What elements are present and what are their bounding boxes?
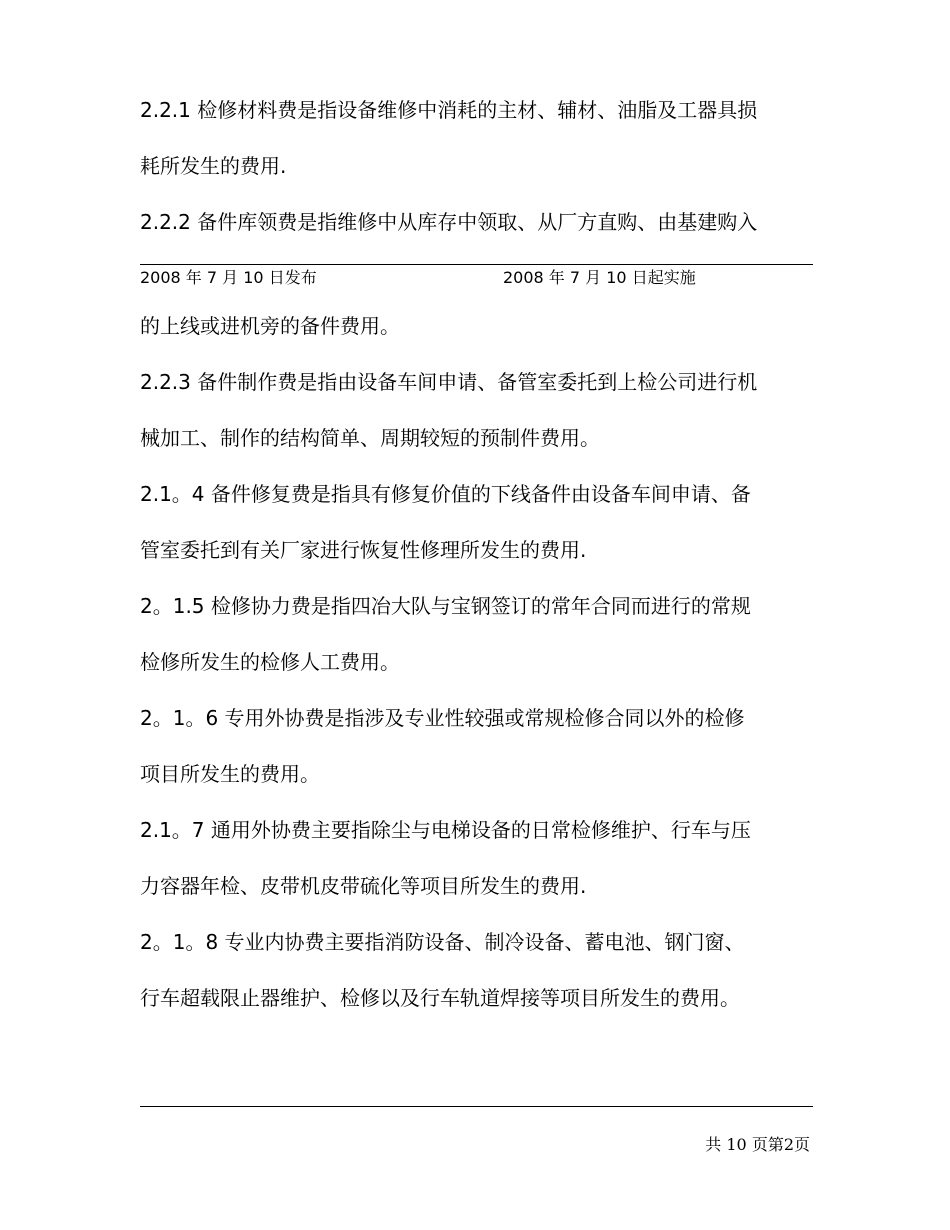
- text-line: 2.2.1 检修材料费是指设备维修中消耗的主材、辅材、油脂及工器具损: [140, 98, 758, 122]
- published-date: 2008 年 7 月 10 日发布: [140, 268, 317, 287]
- text-line: 2.2.2 备件库领费是指维修中从库存中领取、从厂方直购、由基建购入: [140, 210, 758, 234]
- text-line: 项目所发生的费用。: [140, 762, 320, 786]
- text-line: 检修所发生的检修人工费用。: [140, 650, 400, 674]
- text-line: 2。1.5 检修协力费是指四冶大队与宝钢签订的常年合同而进行的常规: [140, 594, 751, 618]
- footer-rule: [140, 264, 813, 265]
- page-number: 共 10 页第2页: [705, 1135, 810, 1154]
- text-line: 2.1。4 备件修复费是指具有修复价值的下线备件由设备车间申请、备: [140, 482, 751, 506]
- text-line: 力容器年检、皮带机皮带硫化等项目所发生的费用.: [140, 874, 587, 898]
- text-line: 2.1。7 通用外协费主要指除尘与电梯设备的日常检修维护、行车与压: [140, 818, 751, 842]
- page-bottom-rule: [140, 1106, 813, 1107]
- text-line: 2。1。6 专用外协费是指涉及专业性较强或常规检修合同以外的检修: [140, 706, 745, 730]
- text-line: 2。1。8 专业内协费主要指消防设备、制冷设备、蓄电池、钢门窗、: [140, 930, 745, 954]
- text-line: 2.2.3 备件制作费是指由设备车间申请、备管室委托到上检公司进行机: [140, 370, 758, 394]
- text-line: 的上线或进机旁的备件费用。: [140, 314, 400, 338]
- text-line: 械加工、制作的结构简单、周期较短的预制件费用。: [140, 426, 600, 450]
- text-line: 管室委托到有关厂家进行恢复性修理所发生的费用.: [140, 538, 587, 562]
- text-line: 耗所发生的费用.: [140, 154, 287, 178]
- effective-date: 2008 年 7 月 10 日起实施: [503, 268, 696, 287]
- text-line: 行车超载限止器维护、检修以及行车轨道焊接等项目所发生的费用。: [140, 986, 740, 1010]
